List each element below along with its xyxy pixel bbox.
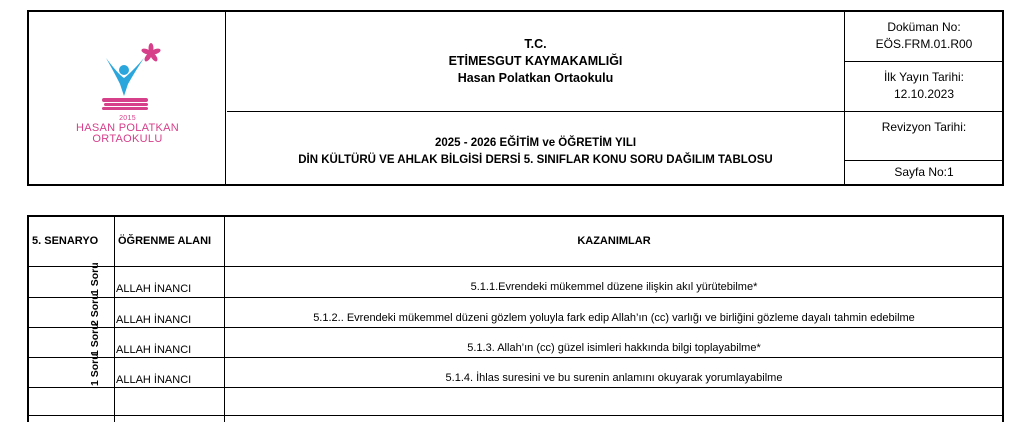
table-row-1-area: ALLAH İNANCI xyxy=(116,283,192,295)
document-subtitle xyxy=(227,113,844,184)
row-divider xyxy=(29,415,1002,416)
subtitle-year: 2025 - 2026 EĞİTİM ve ÖĞRETİM YILI xyxy=(434,136,637,149)
document-header xyxy=(27,10,1004,186)
title-line-district: ETİMESGUT KAYMAKAMLIĞI xyxy=(448,54,623,68)
revision-date-label: Revizyon Tarihi: xyxy=(881,120,967,134)
row-divider xyxy=(29,387,1002,388)
table-row-3-outcome: 5.1.3. Allah’ın (cc) güzel isimleri hakkında bilgi toplayabilme* xyxy=(467,342,761,354)
row-divider xyxy=(29,266,1002,267)
publish-date-label: İlk Yayın Tarihi: xyxy=(883,70,965,84)
school-logo xyxy=(29,12,226,184)
question-distribution-table xyxy=(27,215,1004,422)
publish-date-value: 12.10.2023 xyxy=(893,87,955,101)
row-divider xyxy=(29,327,1002,328)
question-count: 2 Soru xyxy=(89,293,101,326)
header-outcomes: KAZANIMLAR xyxy=(577,235,651,247)
row-divider xyxy=(29,297,1002,298)
table-row-4-area: ALLAH İNANCI xyxy=(116,374,192,386)
question-count: 1 Soru xyxy=(89,353,101,386)
header-scenario: 5. SENARYO xyxy=(32,235,99,247)
meta-publish-date xyxy=(845,62,1003,112)
table-row-1-outcome: 5.1.1.Evrendeki mükemmel düzene ilişkin akıl yürütebilme* xyxy=(470,281,758,293)
page-no-label: Sayfa No:1 xyxy=(894,165,954,179)
table-row-2-outcome: 5.1.2.. Evrendeki mükemmel düzeni gözlem yoluyla fark edip Allah’ın (cc) varlığı ve birliğini gözleme dayalı tahmin edebilme xyxy=(313,312,915,324)
table-row-4-outcome: 5.1.4. İhlas suresini ve bu surenin anlamını okuyarak yorumlayabilme xyxy=(445,372,783,384)
meta-page-no xyxy=(845,161,1003,184)
header-learning-area: ÖĞRENME ALANI xyxy=(118,235,212,247)
row-divider xyxy=(29,357,1002,358)
logo-name-line1: HASAN POLATKAN xyxy=(75,122,180,134)
question-count: 1 Soru xyxy=(89,262,101,295)
title-line-school: Hasan Polatkan Ortaokulu xyxy=(457,71,614,85)
title-line-tc: T.C. xyxy=(524,37,547,51)
question-count: 1 Soru xyxy=(89,323,101,356)
school-logo-icon xyxy=(84,40,174,110)
logo-name-line2: ORTAOKULU xyxy=(92,133,163,145)
document-meta xyxy=(844,12,1002,184)
table-row-3-area: ALLAH İNANCI xyxy=(116,344,192,356)
institution-title xyxy=(227,12,844,112)
logo-year: 2015 xyxy=(119,115,136,122)
column-divider xyxy=(224,217,225,422)
doc-no-label: Doküman No: xyxy=(887,20,961,34)
subtitle-course: DİN KÜLTÜRÜ VE AHLAK BİLGİSİ DERSİ 5. SINIFLAR KONU SORU DAĞILIM TABLOSU xyxy=(298,153,773,166)
table-row-2-area: ALLAH İNANCI xyxy=(116,314,192,326)
meta-revision-date xyxy=(845,112,1003,161)
table-row-4-question-count xyxy=(89,353,115,388)
doc-no-value: EÖS.FRM.01.R00 xyxy=(875,37,973,51)
meta-doc-no xyxy=(845,12,1003,62)
